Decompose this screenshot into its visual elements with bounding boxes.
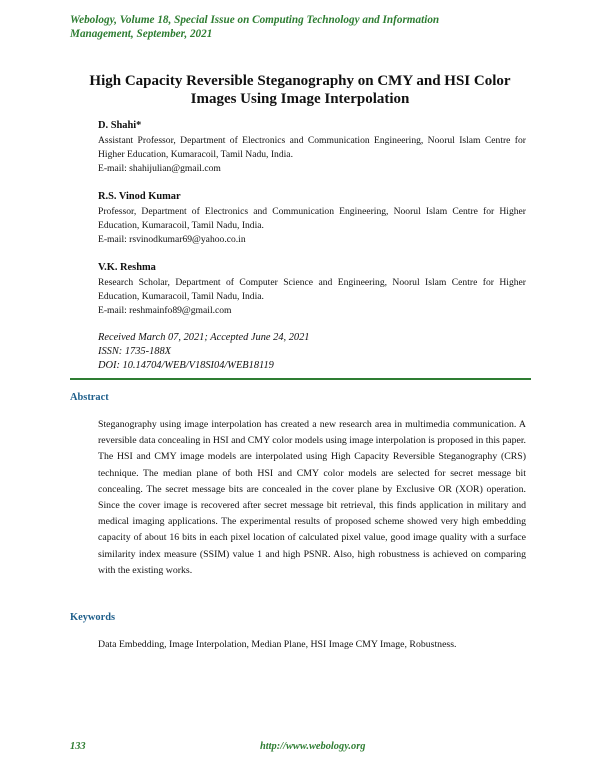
publication-info	[98, 331, 310, 373]
author-block-3	[98, 261, 526, 318]
keywords-text: Data Embedding, Image Interpolation, Median Plane, HSI Image CMY Image, Robustness.	[98, 639, 457, 650]
paper-title-line-2: Images Using Image Interpolation	[190, 91, 410, 107]
author-name: D. Shahi*	[98, 120, 142, 131]
issn: ISSN: 1735-188X	[98, 346, 172, 357]
author-affiliation: Assistant Professor, Department of Electronics and Communication Engineering, Noorul Islam Centre for Higher Education, Kumaracoil, Tamil Nadu, India.	[98, 135, 526, 160]
author-name: V.K. Reshma	[98, 262, 156, 273]
author-block-2	[98, 190, 526, 247]
doi: DOI: 10.14704/WEB/V18SI04/WEB18119	[98, 360, 274, 371]
paper-title-line-1: High Capacity Reversible Steganography on CMY and HSI Color	[89, 73, 511, 89]
abstract-heading: Abstract	[70, 392, 109, 403]
author-affiliation: Professor, Department of Electronics and Communication Engineering, Noorul Islam Centre for Higher Education, Kumaracoil, Tamil Nadu, India.	[98, 206, 526, 231]
author-email: E-mail: shahijulian@gmail.com	[98, 163, 221, 174]
page-number: 133	[70, 741, 86, 752]
author-name: R.S. Vinod Kumar	[98, 191, 181, 202]
journal-header	[70, 13, 540, 41]
keywords-heading: Keywords	[70, 612, 116, 623]
author-affiliation: Research Scholar, Department of Computer Science and Engineering, Noorul Islam Centre for Higher Education, Kumaracoil, Tamil Nadu, India.	[98, 277, 526, 302]
paper-title	[70, 72, 530, 108]
received-date: Received March 07, 2021; Accepted June 24, 2021	[98, 332, 310, 343]
author-email: E-mail: reshmainfo89@gmail.com	[98, 305, 232, 316]
footer-url[interactable]: http://www.webology.org	[260, 741, 366, 752]
abstract-text: Steganography using image interpolation has created a new research area in multimedia communication. A reversible data concealing in HSI and CMY color models using image interpolation is proposed in this paper. The HSI and CMY image models are interpolated using High Capacity Reversible Steganography (CRS) technique. The median plane of both HSI and CMY color models are selected for secret message bit concealing. The secret message bits are concealed in the cover plane by Exclusive OR (XOR) operation. Since the cover image is recovered after secret message bit retrieval, this finds application in military and medical imaging applications. The experimental results of proposed scheme showed very high embedding capacity of about 16 bits in each pixel location of calculated pixel value, good image quality with a surface similarity index measure (SSIM) value 1 and high PSNR. Also, high robustness is achieved on comparing with the existing works.	[98, 419, 526, 576]
journal-line-2: Management, September, 2021	[70, 28, 213, 40]
author-email: E-mail: rsvinodkumar69@yahoo.co.in	[98, 234, 246, 245]
section-divider	[70, 378, 531, 380]
journal-line-1: Webology, Volume 18, Special Issue on Computing Technology and Information	[70, 14, 440, 26]
author-block-1	[98, 119, 526, 176]
